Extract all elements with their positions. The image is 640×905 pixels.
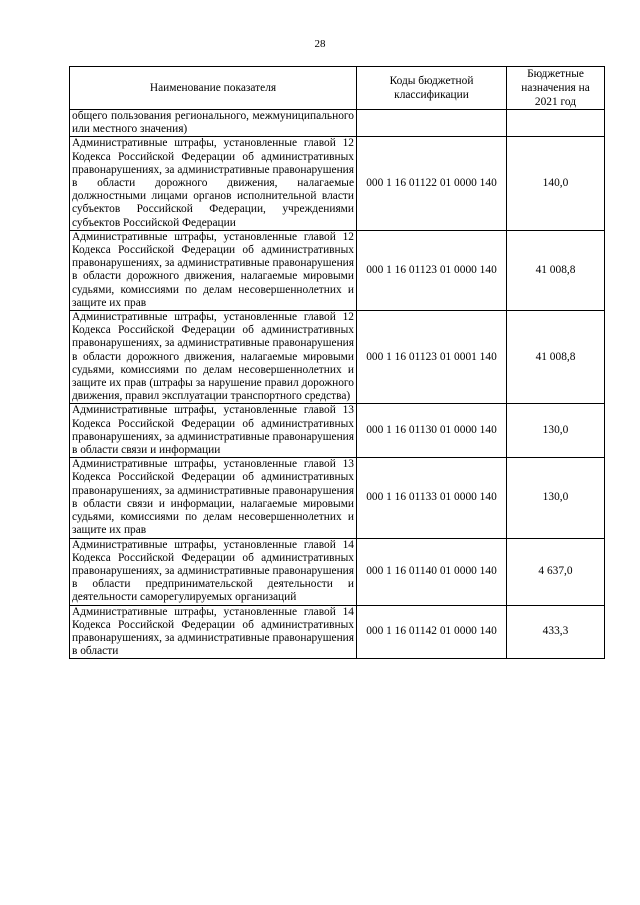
- table-row: [70, 137, 605, 230]
- budget-amount: 4 637,0: [507, 538, 605, 605]
- budget-amount: 433,3: [507, 605, 605, 659]
- column-header-amount: Бюджетные назначения на 2021 год: [507, 67, 605, 110]
- table-row: [70, 605, 605, 659]
- budget-code: 000 1 16 01123 01 0000 140: [357, 230, 507, 310]
- budget-code: 000 1 16 01142 01 0000 140: [357, 605, 507, 659]
- indicator-name: Административные штрафы, установленные главой 12 Кодекса Российской Федерации об административных правонарушениях, за административные правонарушения в области дорожного движения, налагаемые должностными лицами органов исполнительной власти субъектов Российской Федерации, учреждениями субъектов Российской Федерации: [70, 137, 357, 230]
- budget-code: 000 1 16 01140 01 0000 140: [357, 538, 507, 605]
- indicator-name: Административные штрафы, установленные главой 12 Кодекса Российской Федерации об административных правонарушениях, за административные правонарушения в области дорожного движения, налагаемые мировыми судьями, комиссиями по делам несовершеннолетних и защите их прав: [70, 230, 357, 310]
- budget-amount: [507, 110, 605, 137]
- budget-amount: 130,0: [507, 458, 605, 538]
- table-row: [70, 230, 605, 310]
- column-header-name: Наименование показателя: [70, 67, 357, 110]
- budget-amount: 41 008,8: [507, 230, 605, 310]
- indicator-name: Административные штрафы, установленные главой 14 Кодекса Российской Федерации об административных правонарушениях, за административные правонарушения в области: [70, 605, 357, 659]
- budget-table: [69, 66, 605, 659]
- table-row: [70, 538, 605, 605]
- indicator-name: Административные штрафы, установленные главой 13 Кодекса Российской Федерации об административных правонарушениях, за административные правонарушения в области связи и информации, налагаемые мировыми судьями, комиссиями по делам несовершеннолетних и защите их прав: [70, 458, 357, 538]
- budget-code: 000 1 16 01130 01 0000 140: [357, 404, 507, 458]
- column-header-code: Коды бюджетной классификации: [357, 67, 507, 110]
- budget-amount: 130,0: [507, 404, 605, 458]
- table-row: [70, 311, 605, 404]
- budget-amount: 140,0: [507, 137, 605, 230]
- table-row: [70, 404, 605, 458]
- budget-code: 000 1 16 01133 01 0000 140: [357, 458, 507, 538]
- page-number: 28: [314, 38, 326, 50]
- indicator-name: общего пользования регионального, межмуниципального или местного значения): [70, 110, 357, 137]
- table-header-row: [70, 67, 605, 110]
- budget-amount: 41 008,8: [507, 311, 605, 404]
- budget-code: 000 1 16 01123 01 0001 140: [357, 311, 507, 404]
- indicator-name: Административные штрафы, установленные главой 13 Кодекса Российской Федерации об административных правонарушениях, за административные правонарушения в области связи и информации: [70, 404, 357, 458]
- indicator-name: Административные штрафы, установленные главой 14 Кодекса Российской Федерации об административных правонарушениях, за административные правонарушения в области предпринимательской деятельности и деятельности саморегулируемых организаций: [70, 538, 357, 605]
- indicator-name: Административные штрафы, установленные главой 12 Кодекса Российской Федерации об административных правонарушениях, за административные правонарушения в области дорожного движения, налагаемые мировыми судьями, комиссиями по делам несовершеннолетних и защите их прав (штрафы за нарушение правил дорожного движения, правил эксплуатации транспортного средства): [70, 311, 357, 404]
- budget-code: [357, 110, 507, 137]
- table-row: [70, 110, 605, 137]
- table-row: [70, 458, 605, 538]
- budget-code: 000 1 16 01122 01 0000 140: [357, 137, 507, 230]
